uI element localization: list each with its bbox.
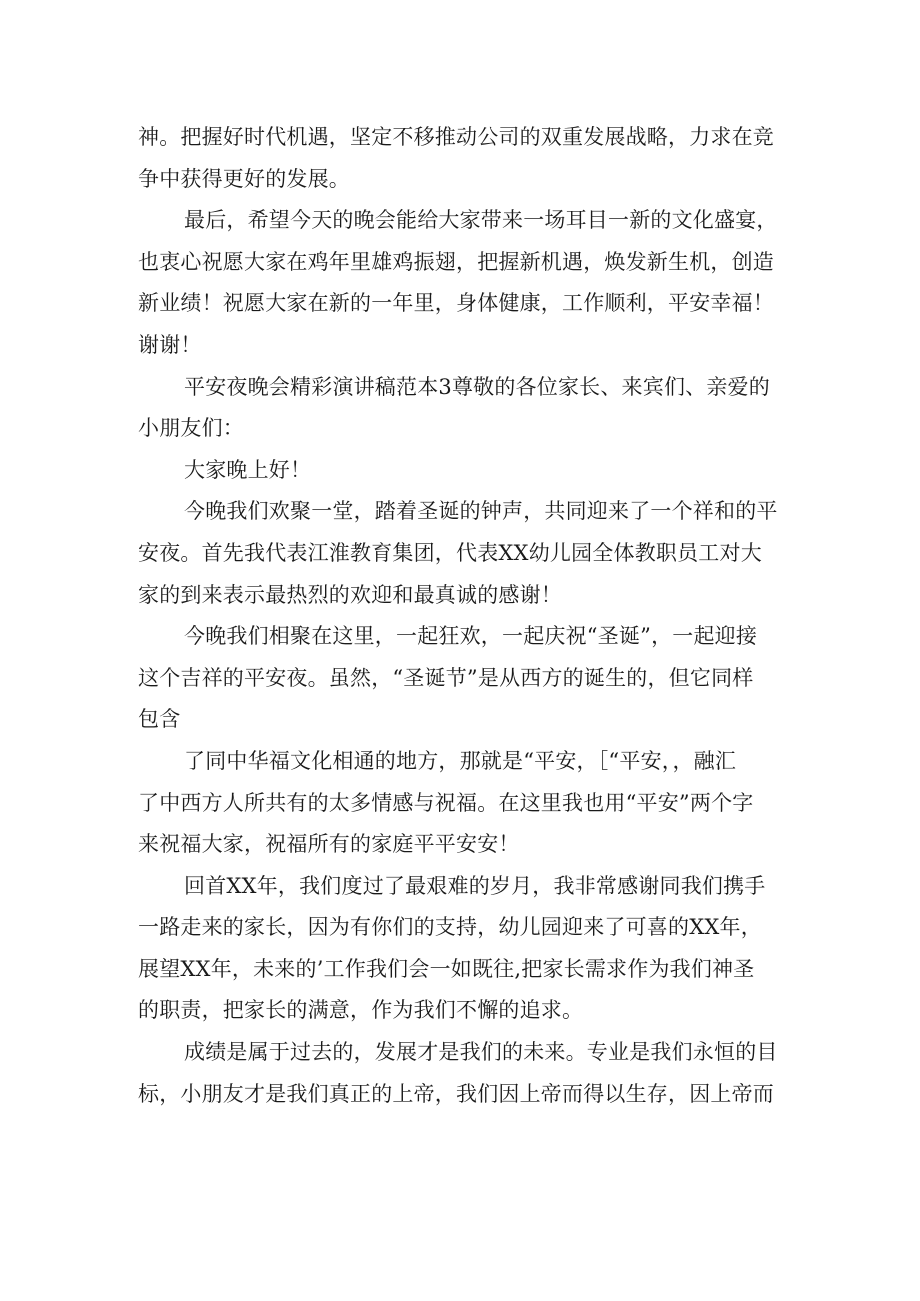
text-line: 大家晚上好！ — [184, 457, 312, 482]
text-line: 平安夜晚会精彩演讲稿范本3尊敬的各位家长、来宾们、亲爱的 — [184, 374, 770, 399]
text-line: 来祝福大家，祝福所有的家庭平平安安！ — [138, 832, 520, 857]
paragraph — [138, 117, 788, 200]
text-line: 一路走来的家长，因为有你们的支持，幼儿园迎来了可喜的XX年， — [138, 915, 762, 940]
paragraph — [138, 200, 788, 366]
text-line: 谢谢！ — [138, 332, 202, 357]
paragraph — [138, 491, 788, 616]
text-line: 的职责，把家长的满意，作为我们不懈的追求。 — [138, 998, 584, 1023]
text-line: 最后，希望今天的晚会能给大家带来一场耳目一新的文化盛宴， — [184, 208, 778, 233]
text-line: 今晚我们相聚在这里，一起狂欢，一起庆祝“圣诞”，一起迎接 — [184, 624, 758, 649]
text-line: 成绩是属于过去的，发展才是我们的未来。专业是我们永恒的目 — [184, 1040, 778, 1065]
text-line: 了中西方人所共有的太多情感与祝福。在这里我也用“平安”两个字 — [138, 790, 754, 815]
text-line: 小朋友们： — [138, 416, 244, 441]
paragraph — [138, 367, 788, 450]
text-line: 标，小朋友才是我们真正的上帝，我们因上帝而得以生存，因上帝而 — [138, 1081, 774, 1106]
paragraph — [138, 450, 788, 492]
text-line: 回首XX年，我们度过了最艰难的岁月，我非常感谢同我们携手 — [184, 873, 766, 898]
paragraph — [138, 616, 788, 741]
text-line: 争中获得更好的发展。 — [138, 166, 350, 191]
text-line: 安夜。首先我代表江淮教育集团，代表XX幼儿园全体教职员工对大 — [138, 540, 762, 565]
text-line: 展望XX年，未来的’工作我们会一如既往,把家长需求作为我们神圣 — [138, 956, 755, 981]
text-line: 了同中华福文化相通的地方，那就是“平安，［“平安，，融汇 — [184, 748, 737, 773]
paragraph — [138, 866, 788, 1032]
document-body — [138, 117, 788, 1115]
paragraph — [138, 741, 788, 866]
text-line: 家的到来表示最热烈的欢迎和最真诚的感谢！ — [138, 582, 562, 607]
text-line: 也衷心祝愿大家在鸡年里雄鸡振翅，把握新机遇，焕发新生机，创造 — [138, 249, 774, 274]
text-line: 今晚我们欢聚一堂，踏着圣诞的钟声，共同迎来了一个祥和的平 — [184, 499, 778, 524]
paragraph — [138, 1032, 788, 1115]
text-line: 神。把握好时代机遇，坚定不移推动公司的双重发展战略，力求在竞 — [138, 125, 774, 149]
text-line: 新业绩！祝愿大家在新的一年里，身体健康，工作顺利，平安幸福！ — [138, 291, 774, 316]
text-line: 包含 — [138, 707, 181, 732]
text-line: 这个吉祥的平安夜。虽然，“圣诞节”是从西方的诞生的，但它同样 — [138, 665, 754, 690]
